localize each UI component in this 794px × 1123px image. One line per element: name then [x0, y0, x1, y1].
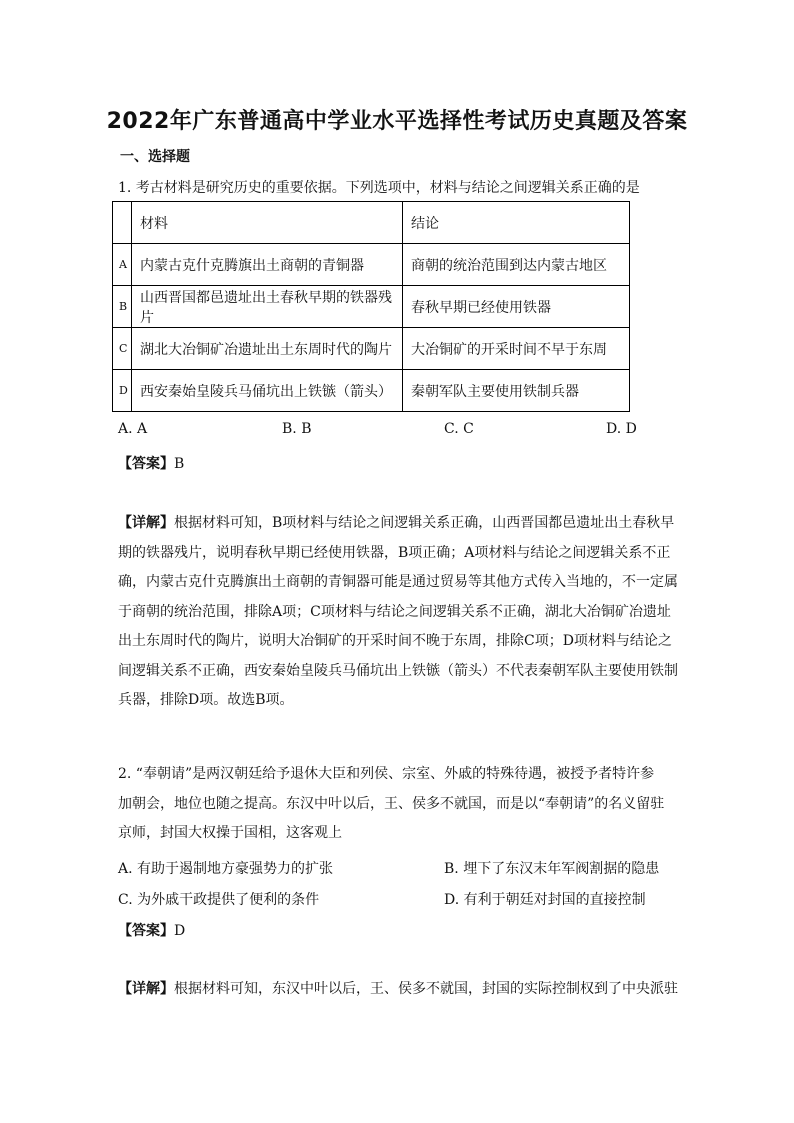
table-cell-material: 内蒙古克什克腾旗出土商朝的青铜器	[132, 244, 403, 286]
table-cell-conclusion: 商朝的统治范围到达内蒙古地区	[403, 244, 630, 286]
table-cell-letter: A	[113, 244, 132, 286]
question-2-option-d: D. 有利于朝廷对封国的直接控制	[444, 892, 646, 908]
question-1-stem: 1. 考古材料是研究历史的重要依据。下列选项中，材料与结论之间逻辑关系正确的是	[118, 180, 640, 196]
question-1-option-d: D. D	[606, 421, 637, 437]
question-1-option-a: A. A	[118, 421, 148, 437]
detail-line: 间逻辑关系不正确，西安秦始皇陵兵马俑坑出上铁镞（箭头）不代表秦朝军队主要使用铁制	[118, 662, 678, 679]
table-cell-conclusion: 大冶铜矿的开采时间不早于东周	[403, 328, 630, 370]
answer-label: 【答案】	[118, 923, 174, 939]
answer-value: B	[174, 456, 185, 472]
table-cell-conclusion: 秦朝军队主要使用铁制兵器	[403, 370, 630, 412]
table-row	[113, 244, 630, 286]
question-1-detail	[118, 509, 678, 716]
detail-line: 兵器，排除D项。故选B项。	[118, 692, 294, 708]
question-2-option-a: A. 有助于遏制地方豪强势力的扩张	[118, 861, 334, 877]
stem-line: 加朝会，地位也随之提高。东汉中叶以后，王、侯多不就国，而是以“奉朝请”的名义留驻	[118, 795, 665, 812]
table-header-cell	[113, 202, 132, 244]
question-1-option-c: C. C	[444, 421, 474, 437]
table-cell-material: 湖北大冶铜矿冶遗址出土东周时代的陶片	[132, 328, 403, 370]
detail-line: 【详解】根据材料可知，B项材料与结论之间逻辑关系正确，山西晋国都邑遗址出土春秋早	[118, 515, 675, 531]
document-title: 2022年广东普通高中学业水平选择性考试历史真题及答案	[106, 109, 688, 134]
stem-line: 京师，封国大权操于国相，这客观上	[118, 825, 342, 841]
table-header-cell: 材料	[132, 202, 403, 244]
table-header-cell: 结论	[403, 202, 630, 244]
question-1-answer	[118, 453, 184, 473]
table-row	[113, 370, 630, 412]
stem-line: 2. “奉朝请”是两汉朝廷给予退休大臣和列侯、宗室、外戚的特殊待遇，被授予者特许参	[118, 766, 655, 782]
table-cell-letter: D	[113, 370, 132, 412]
detail-line: 于商朝的统治范围，排除A项；C项材料与结论之间逻辑关系不正确，湖北大冶铜矿冶遗址	[118, 603, 671, 620]
table-cell-material: 山西晋国都邑遗址出土春秋早期的铁器残片	[132, 286, 403, 328]
table-row	[113, 328, 630, 370]
table-cell-conclusion: 春秋早期已经使用铁器	[403, 286, 630, 328]
question-1-table	[112, 201, 630, 412]
answer-label: 【答案】	[118, 456, 174, 472]
question-2-stem	[118, 760, 678, 849]
table-cell-letter: C	[113, 328, 132, 370]
table-cell-letter: B	[113, 286, 132, 328]
detail-line: 确，内蒙古克什克腾旗出土商朝的青铜器可能是通过贸易等其他方式传入当地的，不一定属	[118, 574, 678, 590]
question-1-option-b: B. B	[282, 421, 312, 437]
question-2-answer	[118, 920, 185, 940]
answer-value: D	[174, 923, 186, 939]
question-2-option-c: C. 为外戚干政提供了便利的条件	[118, 892, 320, 908]
detail-label: 【详解】	[118, 515, 174, 531]
question-2-option-b: B. 埋下了东汉末年军阀割据的隐患	[444, 861, 660, 877]
table-row	[113, 286, 630, 328]
table-cell-material: 西安秦始皇陵兵马俑坑出上铁镞（箭头）	[132, 370, 403, 412]
detail-label: 【详解】	[118, 981, 174, 997]
question-2-detail	[118, 978, 678, 998]
detail-line: 期的铁器残片，说明春秋早期已经使用铁器，B项正确；A项材料与结论之间逻辑关系不正	[118, 544, 671, 561]
detail-line: 出土东周时代的陶片，说明大冶铜矿的开采时间不晚于东周，排除C项；D项材料与结论之	[118, 633, 672, 649]
table-header-row	[113, 202, 630, 244]
section-heading: 一、选择题	[120, 149, 190, 165]
detail-text: 根据材料可知，东汉中叶以后，王、侯多不就国，封国的实际控制权到了中央派驻	[174, 981, 678, 997]
